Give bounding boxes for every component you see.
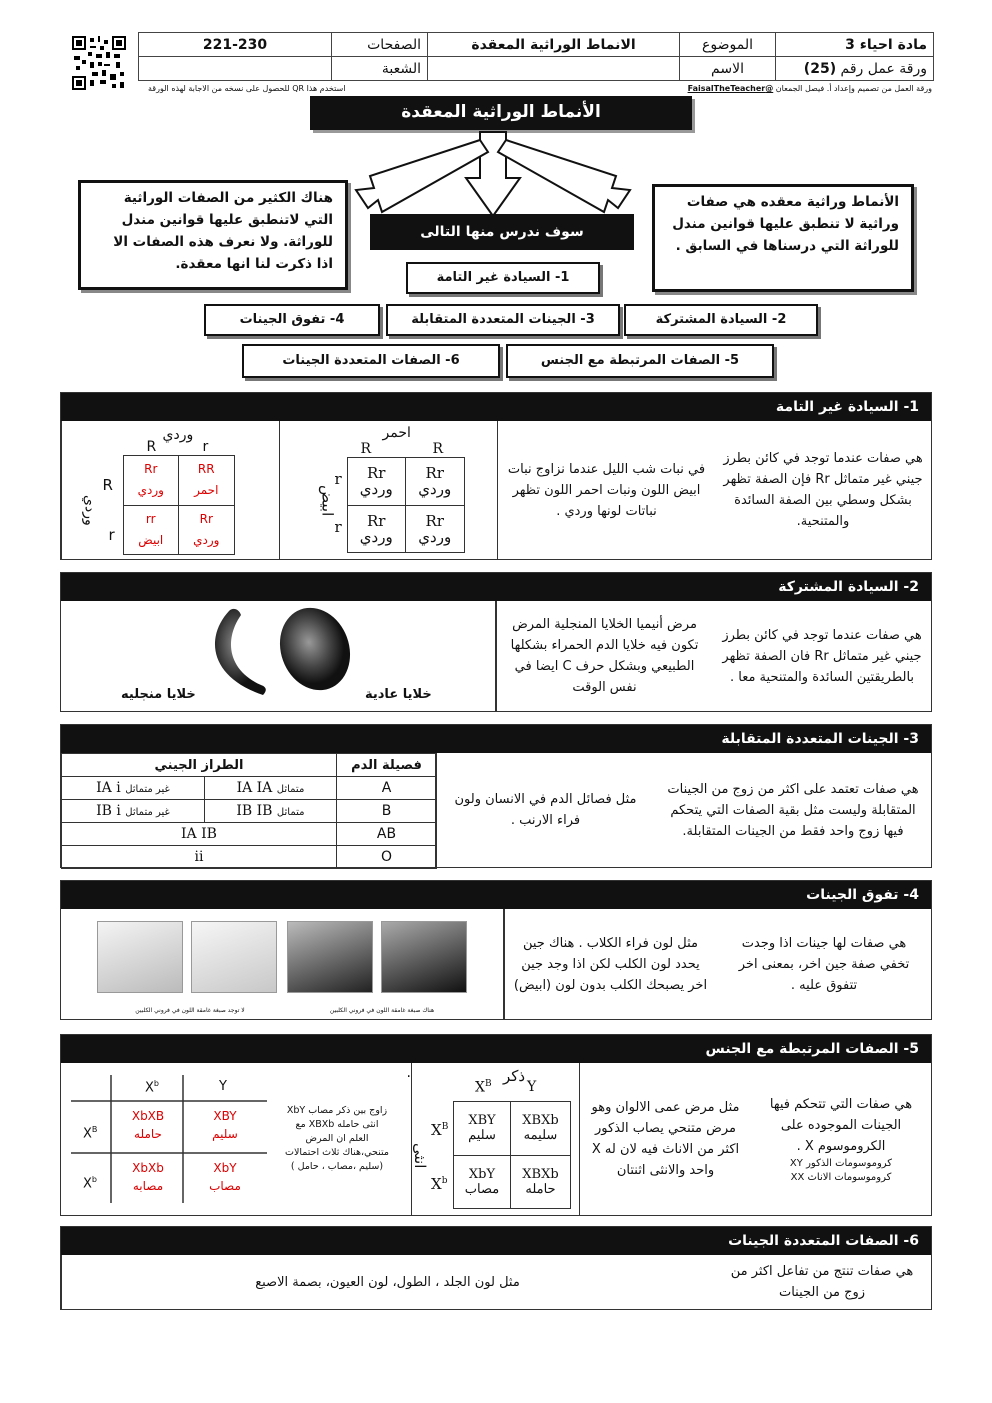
- topic-item-5: 5- الصفات المرتبطة مع الجنس: [506, 344, 774, 378]
- typed-cell: RR احمر: [179, 456, 235, 506]
- study-label: سوف ندرس منها التالى: [370, 214, 634, 250]
- hw-sex-cell: XbY مصاب: [454, 1155, 511, 1209]
- typed-cell: Rr وردي: [179, 505, 235, 555]
- s3-definition: هي صفات تعتمد على اكثر من زوج من الجينات المتقابلة وليست مثل بقية الصفات التي يتحكم فيها زوج واحد فقط من الجينات المتقابلة.: [667, 781, 919, 839]
- section-1-title: 1- السيادة غير التامة: [61, 393, 931, 421]
- section-4-title: 4- تفوق الجينات: [61, 881, 931, 909]
- class-label: الشعبة: [332, 57, 428, 81]
- geno-a-het: غير متماثل IA i: [62, 777, 205, 800]
- dog-dark-2: [381, 921, 467, 993]
- geno-b-hom: متماثل IB IB: [204, 800, 336, 823]
- hw-female-label: انثى: [411, 1143, 429, 1169]
- chrom-male: كروموسومات الذكور XY: [789, 1157, 893, 1169]
- class-field[interactable]: [139, 57, 332, 81]
- worksheet-number: (25): [803, 60, 837, 77]
- section-codominance: [60, 572, 932, 712]
- section-6-title: 6- الصفات المتعددة الجينات: [61, 1227, 931, 1255]
- dot: .: [406, 1065, 411, 1081]
- hw-cell: Rr وردي: [406, 458, 465, 506]
- hw-top-xb: $X^B$: [475, 1079, 492, 1096]
- name-label: الاسم: [680, 57, 776, 81]
- intro-left-box: هناك الكثير من الصفات الوراثية التي لاتنطبق عليها قوانين مندل للوراثة. ولا نعرف هذه الصفات الا اذا ذكرت لنا انها معقدة.: [78, 180, 348, 290]
- topic-item-3: 3- الجينات المتعددة المتقابلة: [386, 304, 620, 336]
- col-genotype: الطراز الجيني: [62, 754, 337, 777]
- s5-typed-square: $X^b$ Y $X^B$ $X^b$ XbXB حامله XBY سليم XbXb مصابه XbY مصاب: [71, 1075, 267, 1203]
- typed-R-1: R: [146, 439, 157, 455]
- section-multiple-alleles: [60, 724, 932, 868]
- header-table: [138, 32, 934, 81]
- qr-code: [72, 36, 126, 90]
- subject-value: احياء 3: [845, 36, 893, 53]
- s2-cells-image: [61, 601, 497, 711]
- section-polygenic: [60, 1226, 932, 1310]
- topic-item-4: 4- تفوق الجينات: [204, 304, 380, 336]
- geno-a-hom: متماثل IA IA: [204, 777, 336, 800]
- dog-light-2: [191, 921, 277, 993]
- section-epistasis: [60, 880, 932, 1020]
- s1-definition: هي صفات عندما توجد في كائن بطرز جيني غير متماثل Rr فإن الصفة تظهر بشكل وسطي بين الصفة السائدة والمتنحية.: [723, 451, 923, 529]
- intro-right-box: الأنماط وراثية معقده هي صفات وراثية لا تنطبق عليها قوانين مندل للوراثة التي درسناها في السابق .: [652, 184, 914, 292]
- hw-sex-grid: [453, 1101, 571, 1209]
- typed-sex-cell: XBY سليم: [212, 1109, 238, 1141]
- pink-label-side: وردي: [81, 495, 98, 526]
- s5-definition: [751, 1063, 931, 1215]
- typed-cell: Rr وردي: [123, 456, 179, 506]
- s1-example: في نبات شب الليل عندما نزاوج نبات ابيض اللون ونبات احمر اللون تظهر نباتات لونها وردي .: [497, 421, 715, 559]
- s4-example: مثل لون فراء الكلاب . هناك جين يحدد لون الكلب لكن اذا وجد جين اخر يصبحك الكلب بدون لون (ابيض): [503, 909, 717, 1019]
- sickle-cell-icon: [201, 607, 281, 699]
- typed-sex-cell: XbY مصاب: [209, 1161, 241, 1193]
- worksheet-label: ورقة عمل رقم: [840, 60, 927, 77]
- s6-example: مثل لون الجلد ، الطول، لون العيون، بصمة الاصبع: [61, 1255, 713, 1309]
- hw-R-1: R: [360, 441, 372, 457]
- blood-group-a: A: [337, 777, 437, 800]
- s5-definition-text: هي صفات التي تتحكم فيها الجينات الموجوده على الكروموسوم X .: [769, 1096, 913, 1154]
- s2-example: مرض أنيميا الخلايا المنجلية المرض تكون فيه خلايا الدم الحمراء بشكلها الطبيعي وبشكل حرف C ايضا في نفس الوقت: [495, 601, 713, 711]
- geno-b-het: غير متماثل IB i: [62, 800, 205, 823]
- hw-r-2: r: [334, 518, 342, 536]
- name-field[interactable]: [428, 57, 680, 81]
- geno-ab: IA IB: [62, 823, 337, 846]
- typed-punnett-grid: [123, 455, 235, 555]
- topic-item-6: 6- الصفات المتعددة الجينات: [242, 344, 500, 378]
- topic-label: الموضوع: [680, 33, 776, 57]
- author-handle: @FaisalTheTeacher: [687, 84, 774, 93]
- s6-definition: هي صفات تنتج من تفاعل اكثر من زوج من الجينات: [730, 1264, 914, 1300]
- typed-sex-cell: XbXb مصابه: [132, 1161, 164, 1193]
- dog-dark-1: [287, 921, 373, 993]
- typed-top-y: Y: [219, 1079, 227, 1094]
- s2-definition: هي صفات عندما توجد في كائن بطرز جيني غير متماثل Rr فان الصفة تظهر بالطريقتين السائدة والمتنحية معا .: [722, 627, 922, 685]
- hw-red-label: احمر: [382, 425, 411, 441]
- hw-r-1: r: [334, 470, 342, 488]
- chrom-female: كروموسومات الاناث XX: [790, 1171, 892, 1183]
- normal-label: خلايا عادية: [365, 687, 432, 702]
- pages-label: الصفحات: [332, 33, 428, 57]
- hw-cell: Rr وردي: [347, 505, 406, 553]
- topic-value: الانماط الوراثية المعقدة: [428, 33, 680, 57]
- normal-cell-icon: [275, 603, 355, 695]
- topic-item-2: 2- السيادة المشتركة: [624, 304, 818, 336]
- s5-example: مثل مرض عمى الالوان وهو مرض متنحي يصاب الذكور اكثر من الاناث فيه لان له X واحد والانثى اثنتان: [579, 1063, 751, 1215]
- blood-type-table: [61, 753, 437, 869]
- s1-handwritten-square: [279, 421, 497, 559]
- caption-light-dogs: لا توجد صبغة غامقة اللون في فروني الكلبين: [135, 1007, 245, 1014]
- hw-white-label: ابيض: [318, 485, 337, 517]
- dog-light-1: [97, 921, 183, 993]
- pink-label-top: وردي: [162, 427, 194, 443]
- s3-example: مثل فصائل الدم في الانسان ولون فراء الارنب .: [435, 753, 655, 867]
- hw-punnett-grid: [347, 457, 465, 553]
- sickle-label: خلايا منجليه: [121, 687, 196, 702]
- section-5-title: 5- الصفات المرتبطة مع الجنس: [61, 1035, 931, 1063]
- typed-r-2: r: [108, 526, 115, 544]
- section-3-title: 3- الجينات المتعددة المتقابلة: [61, 725, 931, 753]
- typed-sex-cell: XbXB حامله: [131, 1109, 165, 1141]
- qr-note: استخدم هذا QR للحصول على نسخه من الاجابة لهذه الورقة: [148, 84, 346, 93]
- hw-sex-cell: XBXb حامله: [510, 1155, 570, 1209]
- hw-R-2: R: [432, 441, 444, 457]
- topic-item-1: 1- السيادة غير التامة: [406, 262, 600, 294]
- hw-sex-cell: XBY سليم: [454, 1102, 511, 1156]
- blood-group-ab: AB: [337, 823, 437, 846]
- geno-o: ii: [62, 846, 337, 869]
- blood-group-b: B: [337, 800, 437, 823]
- blood-group-o: O: [337, 846, 437, 869]
- section-incomplete-dominance: [60, 392, 932, 560]
- section-2-title: 2- السيادة المشتركة: [61, 573, 931, 601]
- s4-definition: هي صفات لها جينات اذا وجدت تخفي صفة جين اخر، بمعنى اخر تتفوق عليه .: [738, 935, 910, 993]
- hw-cell: Rr وردي: [347, 458, 406, 506]
- typed-r-1: r: [202, 439, 209, 455]
- subject-label: مادة: [897, 36, 927, 53]
- typed-cell: rr ابيض: [123, 505, 179, 555]
- hw-male-label: ذكر: [503, 1067, 526, 1085]
- main-title: الأنماط الوراثية المعقدة: [310, 96, 692, 130]
- hw-sex-cell: XBXb سليمه: [510, 1102, 570, 1156]
- author-note: ورقة العمل من تصميم وإعداد أ. فيصل الجمعان @FaisalTheTeacher: [687, 84, 932, 93]
- caption-dark-dogs: هناك صبغة غامقة اللون في فروني الكلبين: [329, 1007, 435, 1014]
- section-sex-linked: [60, 1034, 932, 1216]
- arrows-diagram: [330, 130, 670, 220]
- col-blood-group: فصيلة الدم: [337, 754, 437, 777]
- hw-cell: Rr وردي: [406, 505, 465, 553]
- hw-top-y: Y: [527, 1079, 537, 1095]
- s5-cross-text: زاوج بين ذكر مصاب XbY انثى حامله XBXb مع العلم ان المرض متنحي،هناك ثلاث احتمالات (سليم ،مصاب ، حامل ): [285, 1105, 389, 1172]
- s5-handwritten-square: ذكر $X^B$ Y انثى $X^B$ $X^b$ XBXb سليمه XBY سليم XBXb حامله XbY مصاب: [411, 1063, 579, 1215]
- s1-typed-square: [61, 421, 279, 559]
- typed-top-xb: $X^b$: [145, 1079, 159, 1096]
- s4-dogs-image: [61, 909, 505, 1019]
- typed-R-2: R: [102, 476, 113, 494]
- pages-value: 221-230: [139, 33, 332, 57]
